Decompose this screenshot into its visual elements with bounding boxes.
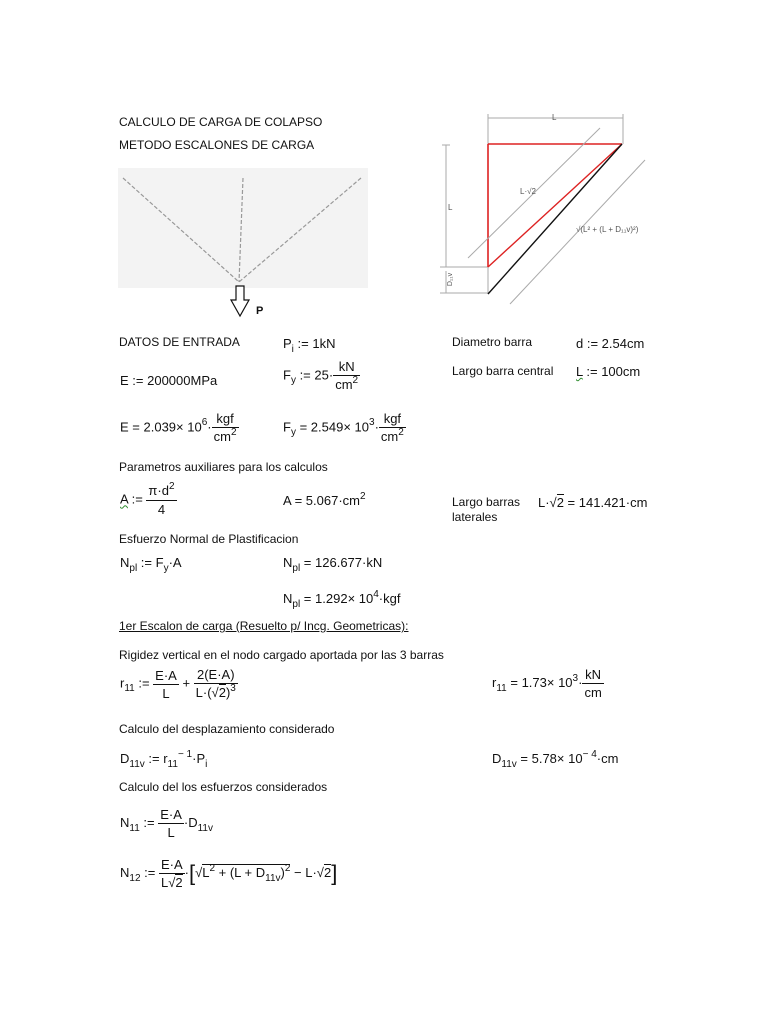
datos-entrada-label: DATOS DE ENTRADA bbox=[119, 335, 240, 349]
r11-mantissa: 1.73 bbox=[521, 674, 547, 690]
Npl-kgf-exp: 4 bbox=[373, 589, 379, 600]
eq-L-sqrt2: L·√2 = 141.421·cm bbox=[538, 495, 648, 510]
page-title: CALCULO DE CARGA DE COLAPSO bbox=[119, 115, 323, 129]
E-unit-num: kgf bbox=[212, 412, 239, 428]
Fy-result-mantissa: 2.549 bbox=[310, 419, 344, 435]
geom-label-L-sqrt2: L·√2 bbox=[520, 187, 536, 196]
page-subtitle: METODO ESCALONES DE CARGA bbox=[119, 138, 315, 152]
largo-laterales-label-2: laterales bbox=[452, 510, 498, 524]
step1-heading: 1er Escalon de carga (Resuelto p/ Incg. Geometricas): bbox=[119, 619, 409, 633]
eq-d: d := 2.54cm bbox=[576, 336, 645, 351]
eq-Npl-kgf: $N_{pl} = 1.292\times 10^4\cdot kgf$ bbox=[283, 589, 401, 610]
esfuerzos-label: Calculo del los esfuerzos considerados bbox=[119, 780, 328, 794]
Npl-kN: 126.677 bbox=[315, 555, 363, 570]
eq-Npl-def: $N_{pl}$ := $F_y\cdot A$ bbox=[120, 555, 182, 574]
d-value: 2.54cm bbox=[601, 336, 645, 351]
aux-section-label: Parametros auxiliares para los calculos bbox=[119, 460, 328, 474]
desplaz-label: Calculo del desplazamiento considerado bbox=[119, 722, 335, 736]
Fy-coeff: 25 bbox=[314, 367, 329, 383]
geometry-figure bbox=[440, 108, 660, 308]
diametro-label: Diametro barra bbox=[452, 335, 533, 349]
A-result: 5.067 bbox=[305, 493, 339, 508]
load-arrow-icon bbox=[231, 286, 249, 316]
Fy-result-unit-den: cm bbox=[380, 429, 399, 444]
eq-Fy: $F_y$ := 25· $\frac{kN}{cm^2}$ bbox=[283, 359, 359, 392]
eq-D11v-def: $D_{11v}$ := $r_{11}^{- 1}\cdot P_i$ bbox=[120, 749, 208, 770]
Pi-value: 1kN bbox=[312, 336, 336, 351]
eq-A-result: $A = 5.067\cdot cm^2$ bbox=[283, 491, 366, 508]
r11-exp: 3 bbox=[572, 672, 579, 684]
eq-E-result: $E = 2.039\times 10^6\cdot$ $\frac{\text{kgf}}{cm^2}$ bbox=[120, 411, 237, 444]
Fy-unit-den: cm bbox=[335, 377, 353, 392]
eq-Fy-result: $F_y = 2.549\times 10^3\cdot$ $\frac{\text{kgf}}{cm^2}$ bbox=[283, 411, 404, 444]
rigidez-label: Rigidez vertical en el nodo cargado aportada por las 3 barras bbox=[119, 648, 444, 662]
eq-L: L := 100cm bbox=[576, 364, 641, 379]
eq-Pi: $P_i$ := 1kN bbox=[283, 336, 336, 355]
geom-label-D11v: D₁₁v bbox=[447, 272, 455, 287]
eq-A-def: A := $\frac{\pi\cdot d^2}{4}$ bbox=[120, 481, 175, 517]
eq-E: E := 200000MPa bbox=[120, 373, 218, 388]
geom-label-L-side: L bbox=[448, 203, 453, 212]
E-unit-den: cm bbox=[213, 429, 231, 444]
eq-r11-result: $r_{11} = 1.73\times 10^3\cdot$ $\frac{kN}{cm}$ bbox=[492, 667, 602, 700]
truss-figure bbox=[118, 168, 368, 318]
E-result-mantissa: 2.039 bbox=[143, 419, 177, 435]
D11v-exp: − 4 bbox=[582, 749, 597, 760]
L-sqrt2-result: 141.421 bbox=[578, 495, 626, 510]
plast-section-label: Esfuerzo Normal de Plastificacion bbox=[119, 532, 299, 546]
E-value: 200000MPa bbox=[147, 373, 218, 388]
eq-D11v-result: $D_{11v} = 5.78\times 10^{- 4}\cdot cm$ bbox=[492, 749, 619, 770]
Fy-result-unit-num: kgf bbox=[379, 412, 406, 428]
E-result-exp: 6 bbox=[201, 417, 208, 429]
largo-laterales-label-1: Largo barras bbox=[452, 495, 521, 509]
eq-N12: $N_{12}$ := $\frac{E\cdot A}{L√2}$ $\cdot[√L^2 + (L + D_{11v})^2 - L\cdot√2]$ bbox=[120, 857, 338, 890]
eq-N11: $N_{11}$ := $\frac{E\cdot A}{L}$ $\cdot D_{11v}$ bbox=[120, 807, 213, 840]
L-value: 100cm bbox=[601, 364, 641, 379]
eq-Npl-kN: $N_{pl} = 126.677\cdot kN$ bbox=[283, 555, 383, 574]
largo-central-label: Largo barra central bbox=[452, 364, 554, 378]
D11v-mantissa: 5.78 bbox=[531, 751, 557, 766]
Fy-result-exp: 3 bbox=[369, 417, 375, 429]
Fy-unit-num: kN bbox=[333, 360, 360, 376]
load-label: P bbox=[256, 305, 264, 317]
eq-r11-def: $r_{11}$ := $\frac{E\cdot A}{L}$ + $\frac{2(E\cdot A)}{L\cdot(√2)^3}$ bbox=[120, 667, 236, 701]
geom-label-L-top: L bbox=[552, 113, 557, 122]
Npl-kgf-mantissa: 1.292 bbox=[315, 591, 348, 606]
geom-label-diag: √(L² + (L + D₁₁v)²) bbox=[576, 225, 639, 234]
